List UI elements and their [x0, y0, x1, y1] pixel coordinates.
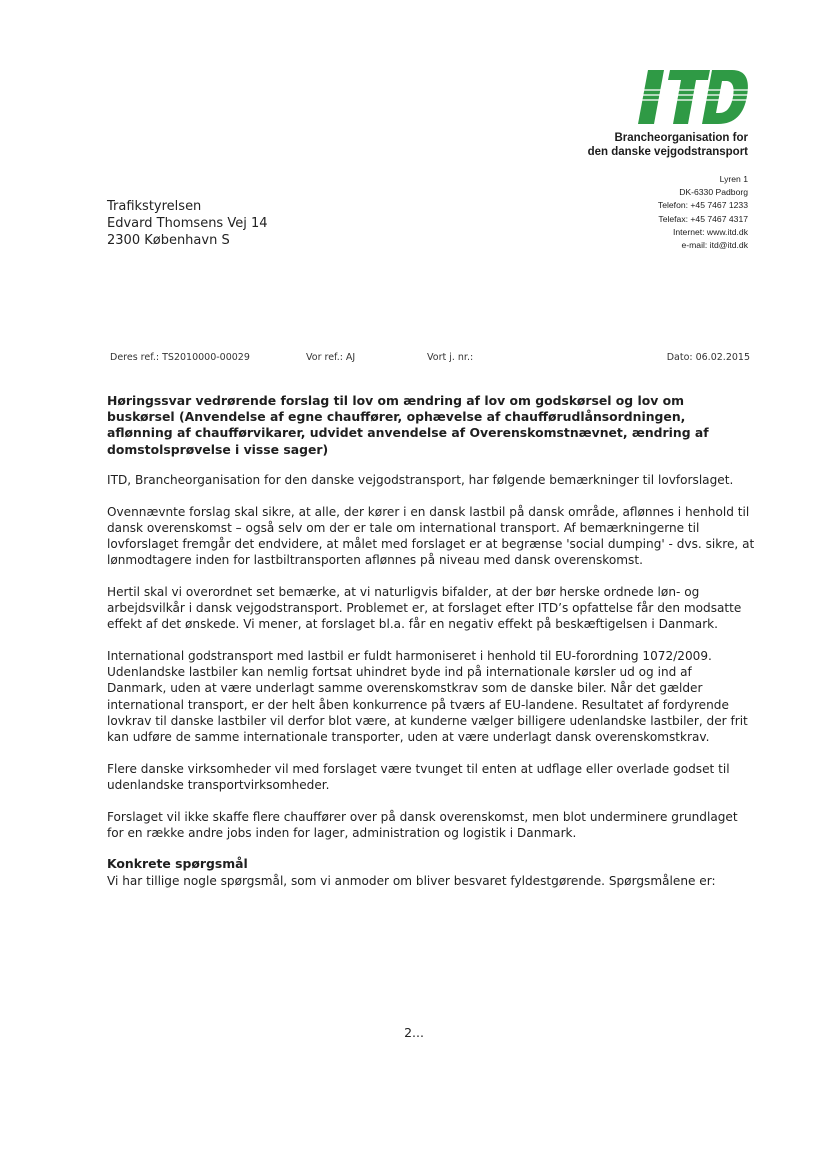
org-name-line2: den danske vejgodstransport [587, 146, 748, 158]
body-paragraph: Forslaget vil ikke skaffe flere chauffører over på dansk overenskomst, men blot underminere grundlaget for en række andre jobs inden for lager, administration og logistik i Danmark. [107, 809, 738, 840]
section-text: Vi har tillige nogle spørgsmål, som vi anmoder om bliver besvaret fyldestgørende. Spørgsmålene er: [107, 873, 716, 888]
org-name-line1: Brancheorganisation for [614, 132, 748, 144]
deres-ref: Deres ref.: TS2010000-00029 [110, 352, 250, 363]
org-name [588, 131, 748, 159]
letter-subject: Høringssvar vedrørende forslag til lov om ændring af lov om godskørsel og lov om buskørsel (Anvendelse af egne chauffører, ophævelse af chaufførudlånsordningen, aflønning af chaufførvikarer, udvidet anvendelse af Overenskomstnævnet, ændring af domstolsprøvelse i visse sager) [107, 393, 709, 457]
address-city: DK-6330 Padborg [679, 187, 748, 198]
internet-address: Internet: www.itd.dk [673, 226, 748, 237]
recipient-city: 2300 København S [107, 233, 230, 248]
address-street: Lyren 1 [719, 174, 748, 184]
email-address: e-mail: itd@itd.dk [681, 240, 748, 251]
itd-logo-icon [636, 68, 750, 126]
phone-number: Telefon: +45 7467 1233 [657, 200, 748, 211]
vor-ref: Vor ref.: AJ [306, 352, 356, 363]
letter-date: Dato: 06.02.2015 [666, 352, 750, 363]
letter-body [107, 393, 755, 889]
fax-number: Telefax: +45 7467 4317 [658, 213, 748, 224]
vort-journal-number: Vort j. nr.: [427, 352, 474, 363]
recipient-street: Edvard Thomsens Vej 14 [107, 216, 268, 231]
section-heading: Konkrete spørgsmål [107, 856, 248, 872]
body-paragraph: Ovennævnte forslag skal sikre, at alle, der kører i en dansk lastbil på dansk område, aflønnes i henhold til dansk overenskomst – også selv om der er tale om international transport. Af bemærkningerne til lovforslaget fremgår det endvidere, at målet med forslaget er at begrænse 'social dumping' - dvs. sikre, at lønmodtagere inden for lastbiltransporten aflønnes på niveau med dansk overenskomst. [107, 504, 755, 568]
body-paragraph: International godstransport med lastbil er fuldt harmoniseret i henhold til EU-forordning 1072/2009. Udenlandske lastbiler kan nemlig fortsat uhindret byde ind på internationale kørsler ud og ind af Danmark, uden at være underlagt samme overenskomstkrav som de danske biler. Når det gælder international transport, er der helt åben konkurrence på tværs af EU-landene. Resultatet af fordyrende lovkrav til danske lastbiler vil derfor blot være, at kunderne vælger billigere udenlandske lastbiler, der frit kan udføre de samme internationale transporter, uden at være underlagt dansk overenskomstkrav. [107, 648, 748, 744]
body-paragraph: Flere danske virksomheder vil med forslaget være tvunget til enten at udflage eller overlade godset til udenlandske transportvirksomheder. [107, 761, 730, 792]
body-paragraph: Hertil skal vi overordnet set bemærke, at vi naturligvis bifalder, at der bør herske ordnede løn- og arbejdsvilkår i dansk vejgodstransport. Problemet er, at forslaget efter ITD’s opfattelse får den modsatte effekt af det ønskede. Vi mener, at forslaget bl.a. får en negativ effekt på beskæftigelsen i Danmark. [107, 584, 742, 632]
page-continuation: 2... [404, 1025, 424, 1040]
org-contact-block [658, 173, 748, 252]
body-paragraph: ITD, Brancheorganisation for den danske vejgodstransport, har følgende bemærkninger til lovforslaget. [107, 472, 734, 487]
recipient-address [107, 198, 268, 249]
recipient-name: Trafikstyrelsen [107, 199, 202, 214]
